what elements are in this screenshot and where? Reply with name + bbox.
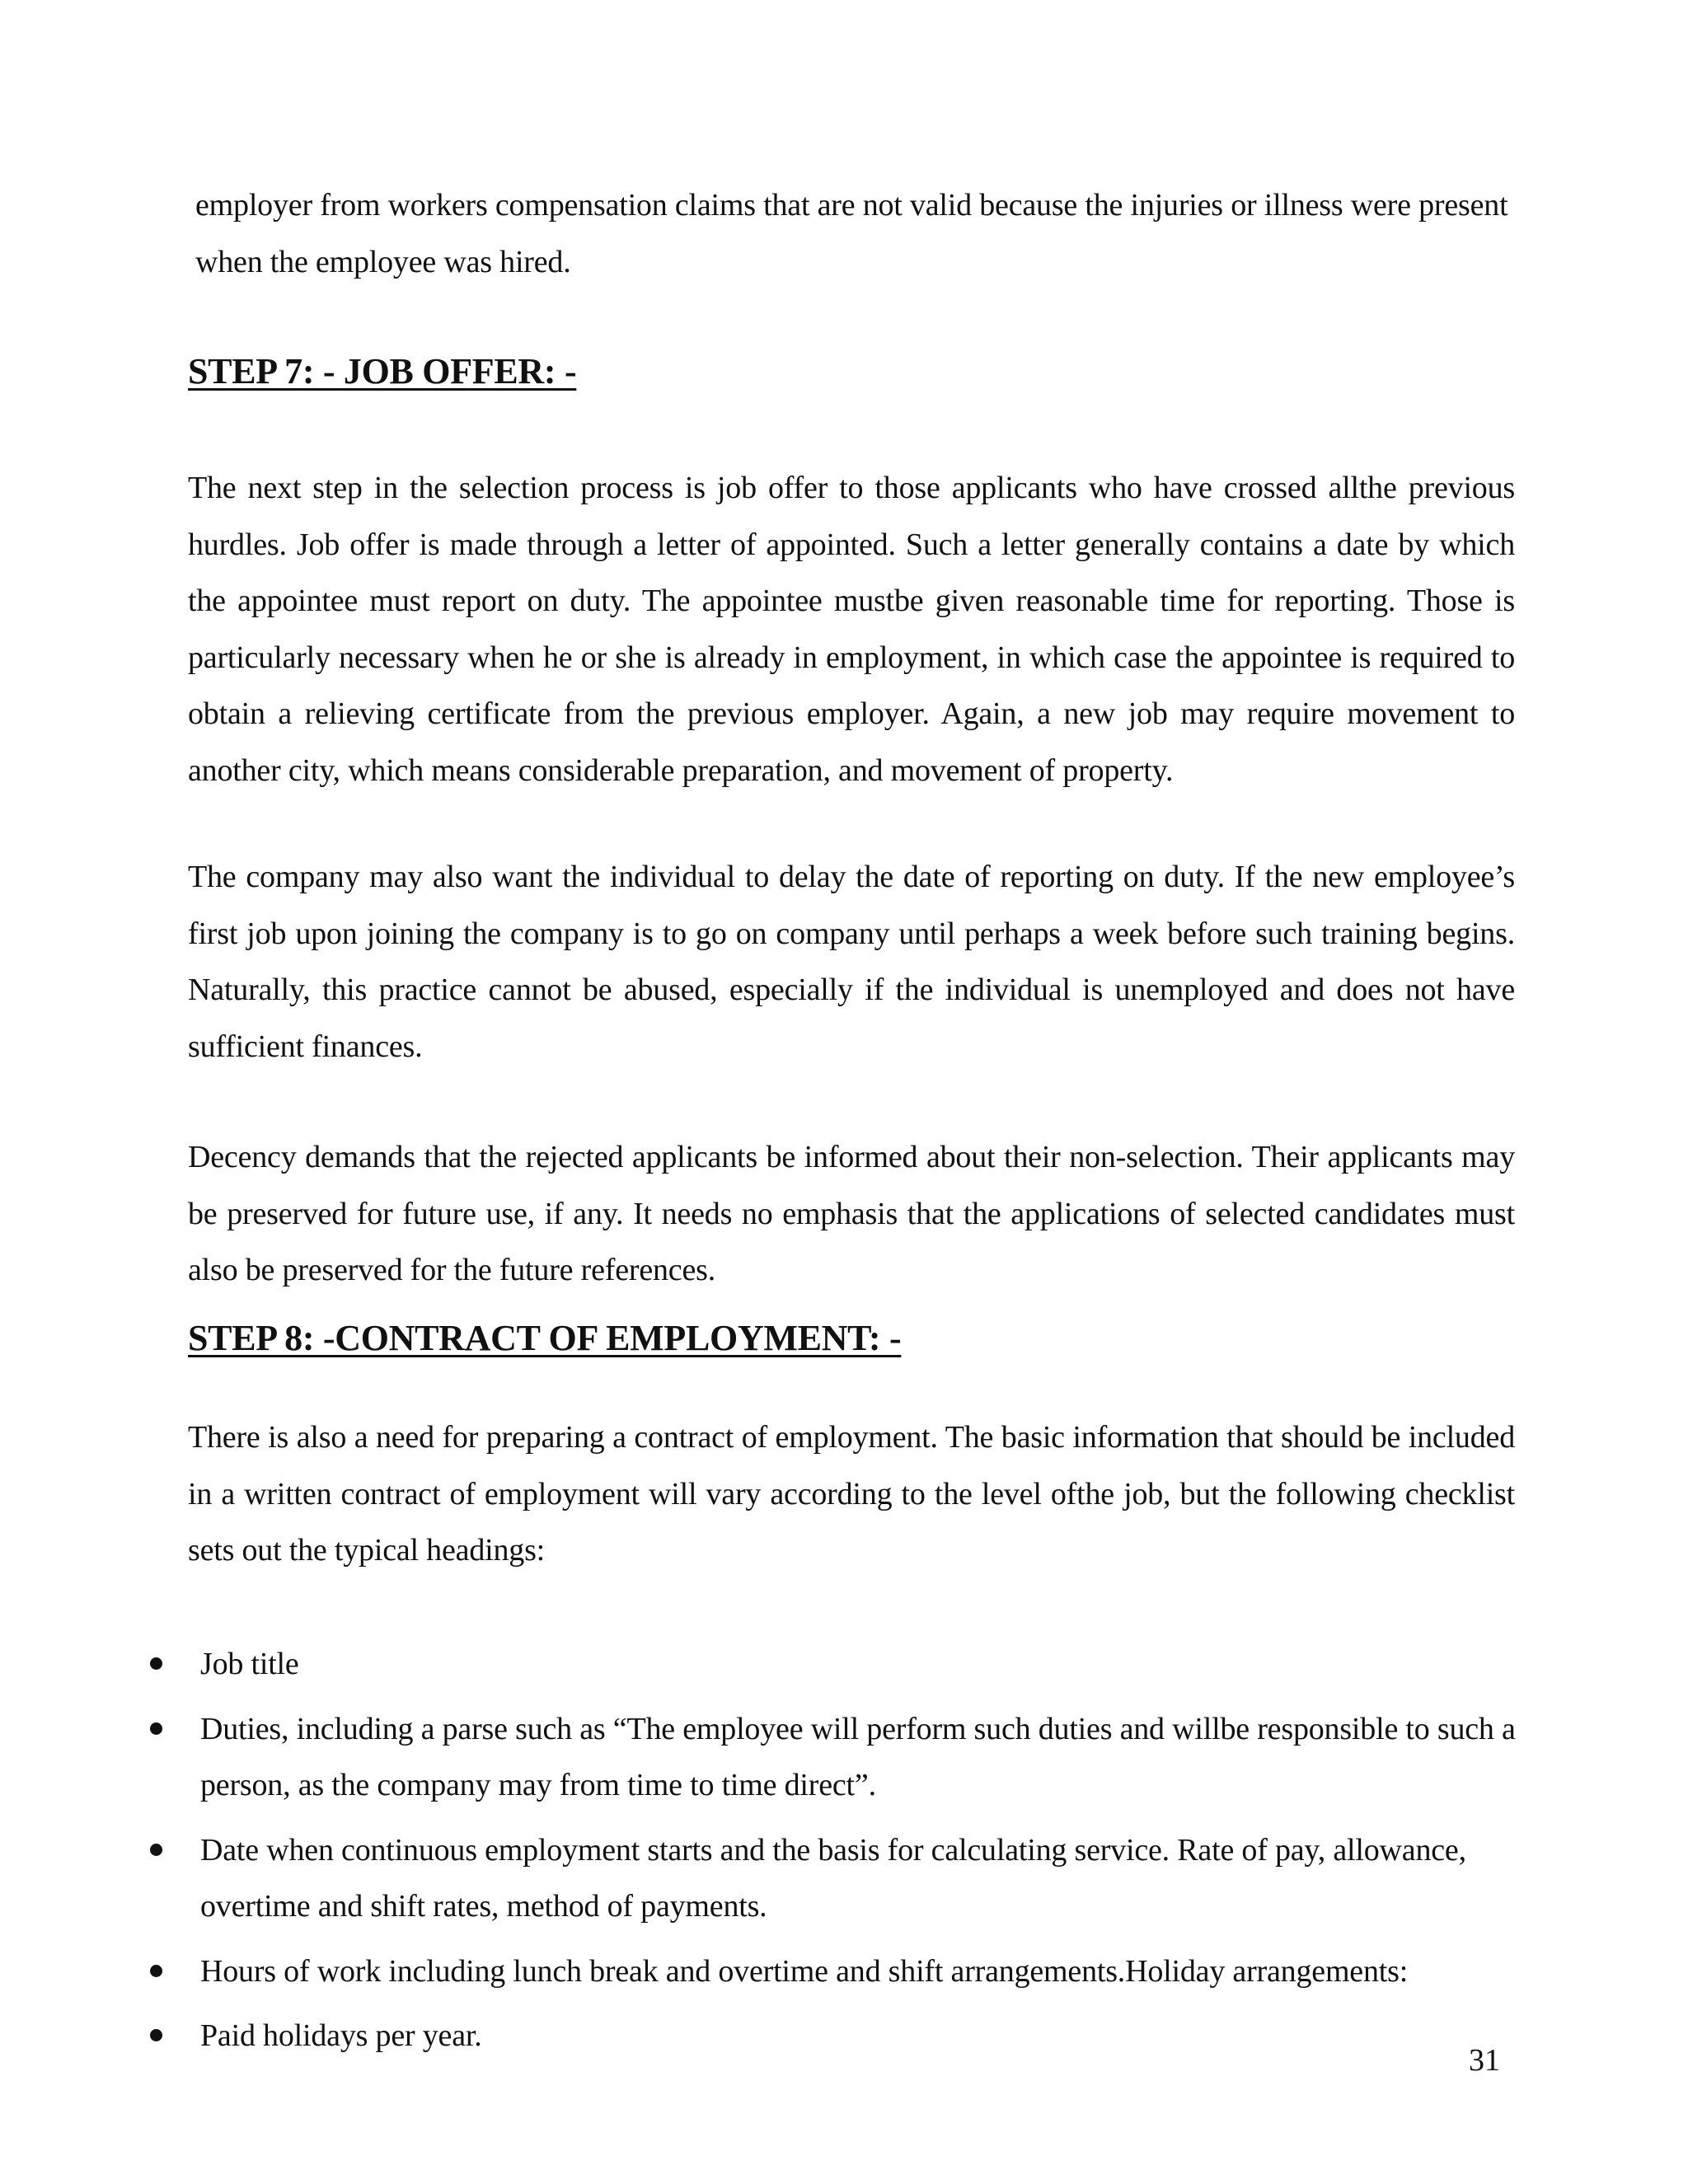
bullet-icon [150,2029,162,2041]
checklist-item [148,1943,1517,2000]
checklist-item-text: Job title [200,1647,299,1681]
step-8-heading: STEP 8: -CONTRACT OF EMPLOYMENT: - [188,1318,902,1358]
checklist-item [148,1636,1517,1693]
job-offer-paragraph-3: Decency demands that the rejected applicants be informed about their non-selection. Their applicants may be preserved for future use, if any. It needs no emphasis that the applications of selected candidates must also be preserved for the future references. [188,1140,1515,1287]
contract-checklist [148,1636,1517,2073]
contract-paragraph: There is also a need for preparing a contract of employment. The basic information that should be included in a written contract of employment will vary according to the level ofthe job, but the following checklist sets out the typical headings: [188,1420,1515,1568]
bullet-icon [150,1844,162,1856]
checklist-item-text: Hours of work including lunch break and overtime and shift arrangements.Holiday arrangements: [200,1953,1409,1989]
bullet-icon [150,1722,162,1735]
page-number: 31 [1469,2043,1500,2078]
step-7-heading: STEP 7: - JOB OFFER: - [188,351,577,391]
bullet-icon [150,1965,162,1977]
checklist-item [148,1822,1517,1935]
intro-paragraph: employer from workers compensation claims that are not valid because the injuries or illness were present when the employee was hired. [195,188,1508,279]
job-offer-paragraph-2: The company may also want the individual to delay the date of reporting on duty. If the new employee’s first job upon joining the company is to go on company until perhaps a week before such training begins. Naturally, this practice cannot be abused, especially if the individual is unemployed and does not have sufficient finances. [188,860,1515,1064]
checklist-item-text: Date when continuous employment starts and the basis for calculating service. Rate of pay, allowance, overtime and shift rates, method of payments. [200,1832,1466,1924]
checklist-item [148,2008,1517,2064]
bullet-icon [150,1657,162,1670]
job-offer-paragraph-1: The next step in the selection process is job offer to those applicants who have crossed allthe previous hurdles. Job offer is made through a letter of appointed. Such a letter generally contains a date by which the appointee must report on duty. The appointee mustbe given reasonable time for reporting. Those is particularly necessary when he or she is already in employment, in which case the appointee is required to obtain a relieving certificate from the previous employer. Again, a new job may require movement to another city, which means considerable preparation, and movement of property. [188,471,1515,788]
checklist-item [148,1701,1517,1814]
checklist-item-text: Paid holidays per year. [200,2018,482,2053]
checklist-item-text: Duties, including a parse such as “The employee will perform such duties and willbe responsible to such a person, as the company may from time to time direct”. [200,1711,1516,1802]
